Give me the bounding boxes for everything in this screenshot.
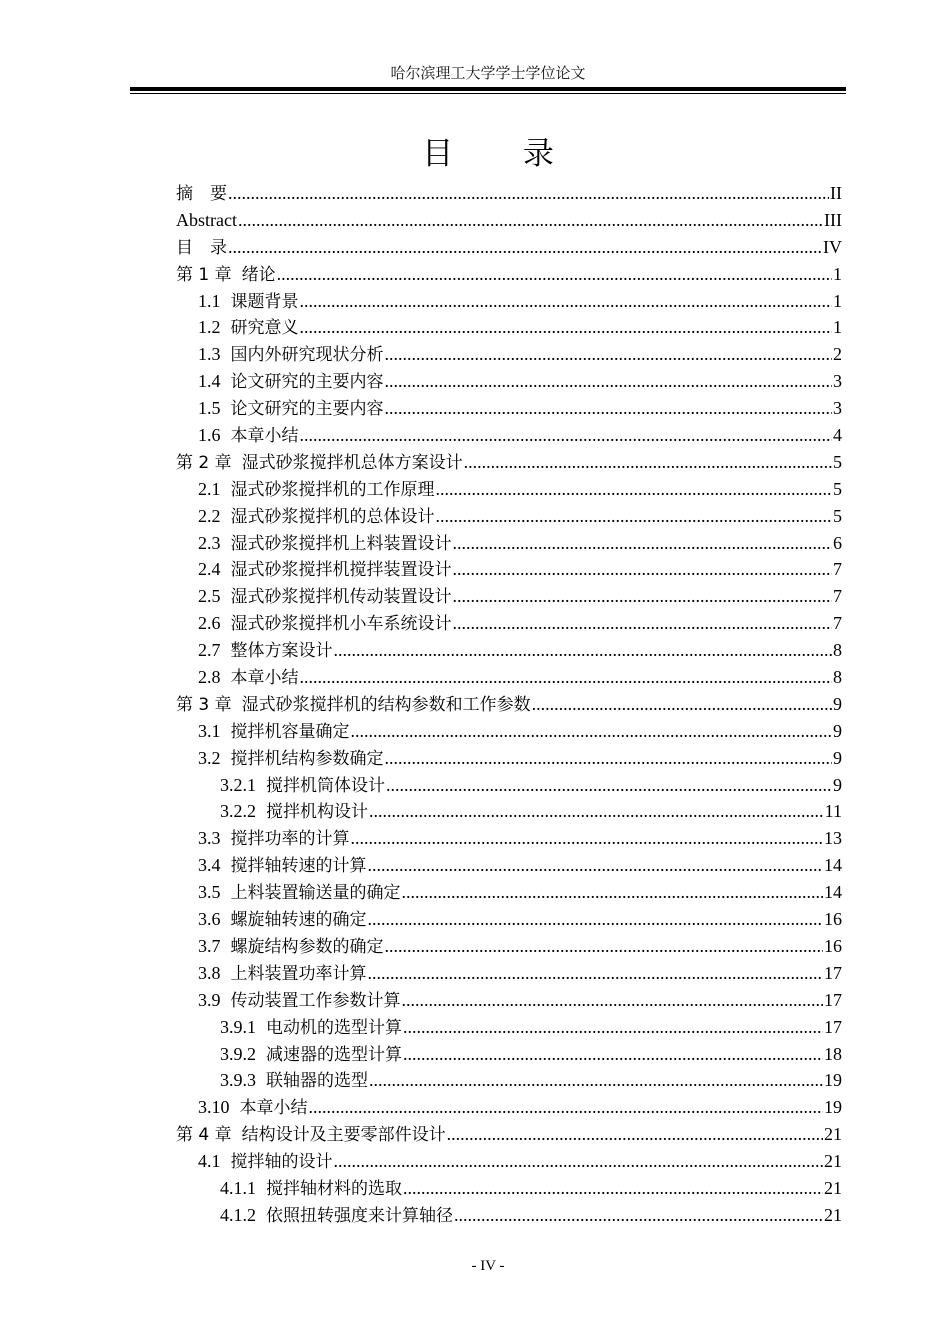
running-header: 哈尔滨理工大学学士学位论文 — [390, 66, 586, 82]
toc-entry-number: 3.9.1 — [220, 1016, 256, 1037]
toc-entry[interactable] — [176, 261, 842, 288]
toc-entry-page: 9 — [833, 747, 842, 768]
toc-entry-number: 3.3 — [198, 828, 221, 849]
toc-entry[interactable] — [176, 1094, 842, 1121]
toc-entry-number: 1.3 — [198, 344, 221, 365]
toc-leader-dots — [403, 1014, 823, 1041]
toc-leader-dots — [368, 906, 824, 933]
toc-entry[interactable] — [176, 745, 842, 772]
toc-entry-title: 课题背景 — [230, 291, 299, 312]
toc-entry-number: 1.6 — [198, 425, 221, 446]
toc-entry-page: 3 — [833, 371, 842, 392]
toc-entry[interactable] — [176, 341, 842, 368]
toc-entry-title: 上料装置输送量的确定 — [230, 883, 401, 904]
toc-entry[interactable] — [176, 503, 842, 530]
toc-entry[interactable] — [176, 852, 842, 879]
toc-entry-number: 3.1 — [198, 720, 221, 741]
toc-entry[interactable] — [176, 772, 842, 799]
toc-leader-dots — [447, 1121, 823, 1148]
toc-leader-dots — [436, 503, 833, 530]
toc-leader-dots — [403, 1041, 823, 1068]
toc-entry-page: 17 — [824, 1016, 842, 1037]
toc-entry-number: 2.4 — [198, 559, 221, 580]
toc-entry-number: 3.9 — [198, 989, 221, 1010]
toc-leader-dots — [228, 180, 829, 207]
toc-entry-page: 19 — [824, 1097, 842, 1118]
toc-leader-dots — [385, 745, 833, 772]
toc-entry[interactable] — [176, 314, 842, 341]
toc-entry-page: 5 — [833, 451, 842, 472]
toc-leader-dots — [368, 960, 824, 987]
toc-entry-page: 18 — [824, 1043, 842, 1064]
toc-entry-number: 3.5 — [198, 882, 221, 903]
toc-entry[interactable] — [176, 960, 842, 987]
toc-leader-dots — [403, 1175, 823, 1202]
toc-entry-number: 第 2 章 — [176, 452, 232, 473]
toc-leader-dots — [309, 1094, 824, 1121]
toc-leader-dots — [402, 987, 824, 1014]
toc-entry-number: 4.1.1 — [220, 1177, 256, 1198]
toc-entry-page: 16 — [824, 935, 842, 956]
toc-entry-page: 1 — [833, 317, 842, 338]
toc-entry-page: 9 — [833, 693, 842, 714]
toc-entry[interactable] — [176, 1121, 842, 1148]
toc-entry-title: 湿式砂浆搅拌机的结构参数和工作参数 — [241, 694, 531, 715]
toc-entry-title: 联轴器的选型 — [266, 1071, 368, 1092]
toc-entry-page: 19 — [824, 1070, 842, 1091]
toc-entry-title: 依照扭转强度来计算轴径 — [266, 1205, 453, 1226]
toc-entry-number: 3.7 — [198, 935, 221, 956]
toc-entry-title: 目 录 — [176, 237, 227, 258]
toc-entry-page: 13 — [824, 828, 842, 849]
toc-entry-page: 11 — [824, 801, 842, 822]
toc-entry[interactable] — [176, 395, 842, 422]
toc-entry-number: 1.4 — [198, 371, 221, 392]
toc-entry-title: 湿式砂浆搅拌机上料装置设计 — [230, 533, 452, 554]
table-of-contents — [176, 180, 842, 1229]
toc-entry-number: 2.8 — [198, 667, 221, 688]
toc-entry-title: 搅拌机容量确定 — [230, 721, 350, 742]
toc-entry-number: 2.3 — [198, 532, 221, 553]
toc-entry-number: 第 1 章 — [176, 264, 232, 285]
toc-entry-page: III — [824, 209, 842, 230]
toc-entry[interactable] — [176, 691, 842, 718]
toc-entry[interactable] — [176, 422, 842, 449]
toc-leader-dots — [385, 395, 833, 422]
header-rule-thin — [130, 93, 846, 94]
toc-entry-title: 减速器的选型计算 — [266, 1044, 402, 1065]
toc-entry-page: II — [830, 183, 842, 203]
toc-leader-dots — [300, 314, 833, 341]
toc-entry-page: 5 — [833, 505, 842, 526]
toc-entry-number: 3.10 — [198, 1097, 230, 1118]
toc-leader-dots — [454, 1202, 823, 1229]
toc-entry[interactable] — [176, 718, 842, 745]
toc-leader-dots — [385, 368, 833, 395]
toc-entry-page: 9 — [833, 720, 842, 741]
toc-entry[interactable] — [176, 987, 842, 1014]
toc-entry-page: 21 — [824, 1177, 842, 1198]
toc-entry-page: 17 — [824, 989, 842, 1010]
toc-entry[interactable] — [176, 368, 842, 395]
toc-entry-page: 8 — [833, 667, 842, 688]
toc-entry-number: 2.6 — [198, 613, 221, 634]
toc-entry-title: 电动机的选型计算 — [266, 1017, 402, 1038]
toc-entry-title: 搅拌轴材料的选取 — [266, 1178, 402, 1199]
toc-entry-title: 本章小结 — [239, 1098, 308, 1119]
toc-entry[interactable] — [176, 610, 842, 637]
toc-entry-number: 3.9.3 — [220, 1070, 256, 1091]
toc-entry-title: 湿式砂浆搅拌机搅拌装置设计 — [230, 560, 452, 581]
toc-entry-number: 3.6 — [198, 909, 221, 930]
toc-entry[interactable] — [176, 530, 842, 557]
toc-entry-number: 4.1.2 — [220, 1204, 256, 1225]
page-title: 目 录 — [422, 136, 584, 172]
toc-entry-number: 3.2 — [198, 747, 221, 768]
toc-entry[interactable] — [176, 825, 842, 852]
toc-entry-page: 2 — [833, 344, 842, 365]
toc-leader-dots — [385, 341, 833, 368]
toc-entry[interactable] — [176, 798, 842, 825]
toc-entry-number: 1.2 — [198, 317, 221, 338]
toc-leader-dots — [300, 422, 833, 449]
toc-entry-page: 7 — [833, 586, 842, 607]
toc-entry[interactable] — [176, 583, 842, 610]
toc-entry-number: 3.4 — [198, 855, 221, 876]
toc-entry-page: 5 — [833, 478, 842, 499]
toc-leader-dots — [300, 288, 833, 315]
toc-entry-title: 搅拌功率的计算 — [230, 829, 350, 850]
toc-entry-number: 3.9.2 — [220, 1043, 256, 1064]
toc-entry[interactable] — [176, 933, 842, 960]
toc-entry[interactable] — [176, 1041, 842, 1068]
toc-leader-dots — [351, 718, 833, 745]
toc-entry-title: 螺旋结构参数的确定 — [230, 936, 384, 957]
toc-leader-dots — [368, 852, 824, 879]
toc-leader-dots — [532, 691, 832, 718]
toc-entry[interactable] — [176, 1067, 842, 1094]
toc-leader-dots — [277, 261, 832, 288]
toc-entry-number: 2.7 — [198, 640, 221, 661]
toc-entry-title: 传动装置工作参数计算 — [230, 990, 401, 1011]
toc-entry-number: 第 3 章 — [176, 694, 232, 715]
toc-entry[interactable] — [176, 879, 842, 906]
toc-entry-number: 3.2.2 — [220, 801, 256, 822]
toc-entry-page: 3 — [833, 398, 842, 419]
toc-entry-page: 1 — [833, 263, 842, 284]
toc-entry-page: 21 — [824, 1204, 842, 1225]
toc-entry-title: 摘 要 — [176, 184, 227, 204]
toc-entry-number: 3.8 — [198, 962, 221, 983]
toc-entry-title: 搅拌机筒体设计 — [266, 775, 385, 796]
toc-entry[interactable] — [176, 180, 842, 207]
toc-entry[interactable] — [176, 556, 842, 583]
toc-entry[interactable] — [176, 906, 842, 933]
toc-entry-title: 上料装置功率计算 — [230, 963, 367, 984]
toc-leader-dots — [385, 933, 824, 960]
toc-entry-number: 1.5 — [198, 398, 221, 419]
toc-entry-title: 整体方案设计 — [230, 641, 333, 662]
toc-entry-title: 湿式砂浆搅拌机总体方案设计 — [241, 452, 463, 473]
toc-leader-dots — [369, 798, 824, 825]
toc-leader-dots — [453, 556, 833, 583]
toc-leader-dots — [228, 234, 822, 261]
toc-entry[interactable] — [176, 1148, 842, 1175]
toc-entry-page: 7 — [833, 559, 842, 580]
toc-entry-number: 1.1 — [198, 290, 221, 311]
toc-entry-number: 第 4 章 — [176, 1125, 232, 1146]
toc-entry-title: 论文研究的主要内容 — [230, 399, 384, 420]
toc-entry-title: 湿式砂浆搅拌机的总体设计 — [230, 506, 435, 527]
toc-entry-title: 本章小结 — [230, 426, 299, 447]
toc-entry[interactable] — [176, 476, 842, 503]
toc-entry-page: 4 — [833, 425, 842, 446]
toc-entry-title: 结构设计及主要零部件设计 — [241, 1125, 446, 1146]
toc-leader-dots — [300, 664, 833, 691]
toc-entry-title: Abstract — [176, 209, 237, 230]
toc-entry-page: 14 — [824, 855, 842, 876]
toc-entry[interactable] — [176, 664, 842, 691]
toc-leader-dots — [402, 879, 824, 906]
toc-entry-title: 湿式砂浆搅拌机传动装置设计 — [230, 587, 452, 608]
toc-entry-page: 21 — [824, 1151, 842, 1172]
toc-leader-dots — [436, 476, 833, 503]
toc-entry-title: 绪论 — [241, 264, 276, 285]
header-rule-thick — [130, 87, 846, 91]
toc-entry[interactable] — [176, 1175, 842, 1202]
toc-leader-dots — [453, 583, 833, 610]
toc-entry[interactable] — [176, 234, 842, 261]
toc-entry-page: 17 — [824, 962, 842, 983]
toc-entry-title: 搅拌轴的设计 — [230, 1152, 333, 1173]
toc-leader-dots — [386, 772, 832, 799]
toc-entry-title: 论文研究的主要内容 — [230, 372, 384, 393]
toc-leader-dots — [334, 1148, 824, 1175]
toc-leader-dots — [351, 825, 824, 852]
toc-entry-page: 7 — [833, 613, 842, 634]
toc-leader-dots — [453, 610, 833, 637]
toc-entry-number: 2.5 — [198, 586, 221, 607]
page-number-footer: - IV - — [471, 1258, 505, 1274]
toc-entry-title: 搅拌机结构参数确定 — [230, 748, 384, 769]
toc-entry-number: 3.2.1 — [220, 774, 256, 795]
toc-entry-number: 2.2 — [198, 505, 221, 526]
toc-entry-page: 6 — [833, 532, 842, 553]
toc-entry-page: 14 — [824, 882, 842, 903]
toc-entry-title: 螺旋轴转速的确定 — [230, 910, 367, 931]
toc-entry-number: 4.1 — [198, 1151, 221, 1172]
toc-entry[interactable] — [176, 637, 842, 664]
toc-entry-number: 2.1 — [198, 478, 221, 499]
toc-entry[interactable] — [176, 207, 842, 234]
toc-entry-page: 1 — [833, 290, 842, 311]
toc-entry[interactable] — [176, 1014, 842, 1041]
toc-leader-dots — [238, 207, 823, 234]
toc-leader-dots — [453, 530, 833, 557]
toc-entry-title: 搅拌机构设计 — [266, 802, 368, 823]
toc-entry-page: 8 — [833, 640, 842, 661]
toc-entry[interactable] — [176, 449, 842, 476]
toc-entry[interactable] — [176, 1202, 842, 1229]
toc-entry-title: 搅拌轴转速的计算 — [230, 856, 367, 877]
toc-leader-dots — [334, 637, 833, 664]
toc-entry-title: 湿式砂浆搅拌机的工作原理 — [230, 479, 435, 500]
toc-entry-title: 国内外研究现状分析 — [230, 345, 384, 366]
toc-entry-page: IV — [823, 236, 842, 257]
toc-entry-page: 21 — [824, 1124, 842, 1145]
toc-entry-page: 16 — [824, 909, 842, 930]
toc-entry-title: 湿式砂浆搅拌机小车系统设计 — [230, 614, 452, 635]
toc-entry-title: 研究意义 — [230, 318, 299, 339]
toc-entry-page: 9 — [833, 774, 842, 795]
toc-leader-dots — [464, 449, 832, 476]
toc-leader-dots — [369, 1067, 823, 1094]
toc-entry-title: 本章小结 — [230, 668, 299, 689]
toc-entry[interactable] — [176, 288, 842, 315]
